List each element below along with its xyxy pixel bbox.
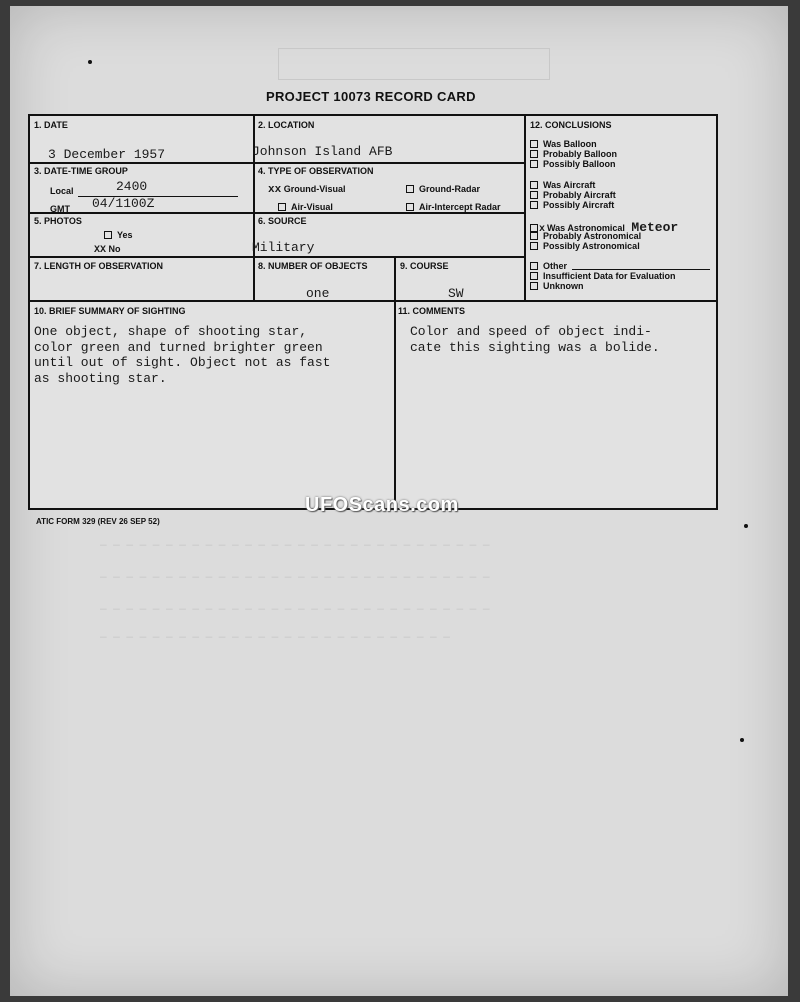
conclusion-label: Probably Balloon <box>543 149 618 159</box>
card-title: PROJECT 10073 RECORD CARD <box>266 89 476 104</box>
number-of-objects-value: one <box>306 286 330 301</box>
checkbox-icon <box>530 242 538 250</box>
grid-line <box>30 256 524 258</box>
checkbox-icon <box>406 185 414 193</box>
conclusion-label: Was Astronomical <box>547 223 625 233</box>
local-label: Local <box>50 186 74 196</box>
datetime-group-label: 3. DATE-TIME GROUP <box>34 166 128 176</box>
form-number: ATIC FORM 329 (REV 26 SEP 52) <box>36 517 160 526</box>
photos-yes-label: Yes <box>117 230 133 240</box>
grid-line <box>30 300 716 302</box>
astronomical-note: Meteor <box>631 220 679 235</box>
observation-type-label: 4. TYPE OF OBSERVATION <box>258 166 374 176</box>
photos-no <box>94 244 121 256</box>
scan-speck <box>744 524 748 528</box>
bleed-through-line: — — — — — — — — — — — — — — — — — — — — — — — — — — — — — — <box>100 604 490 616</box>
checkbox-icon <box>530 272 538 280</box>
bleed-through-line: — — — — — — — — — — — — — — — — — — — — — — — — — — — — — — <box>100 572 490 584</box>
observation-option-air-intercept-radar <box>406 202 501 212</box>
checkbox-icon <box>530 181 538 189</box>
date-label: 1. DATE <box>34 120 68 130</box>
conclusion-label: Unknown <box>543 281 584 291</box>
photos-label: 5. PHOTOS <box>34 216 82 226</box>
photos-no-label: No <box>108 244 121 254</box>
conclusion-label: Insufficient Data for Evaluation <box>543 271 676 281</box>
conclusion-was-balloon <box>530 139 597 149</box>
grid-line <box>524 116 526 300</box>
summary-text: One object, shape of shooting star, color green and turned brighter green until out of sight. Object not as fast as shooting star. <box>34 324 331 386</box>
grid-line <box>30 162 524 164</box>
conclusion-label: Probably Aircraft <box>543 190 616 200</box>
date-value: 3 December 1957 <box>48 147 166 162</box>
conclusion-probably-balloon <box>530 149 617 159</box>
checkbox-icon <box>278 203 286 211</box>
location-value: Johnson Island AFB <box>252 144 393 159</box>
summary-label: 10. BRIEF SUMMARY OF SIGHTING <box>34 306 186 316</box>
checkbox-icon <box>406 203 414 211</box>
air-intercept-radar-label: Air-Intercept Radar <box>419 202 501 212</box>
bleed-through-line: — — — — — — — — — — — — — — — — — — — — — — — — — — — <box>100 632 450 644</box>
observation-option-ground-radar <box>406 184 480 194</box>
conclusion-label: Other <box>543 261 568 271</box>
location-label: 2. LOCATION <box>258 120 315 130</box>
grid-line <box>253 256 255 300</box>
scan-speck <box>740 738 744 742</box>
checkbox-icon <box>530 160 538 168</box>
conclusion-label: Was Balloon <box>543 139 597 149</box>
observation-option-air-visual <box>278 202 333 212</box>
ground-visual-label: Ground-Visual <box>283 184 346 194</box>
conclusion-possibly-astronomical <box>530 241 640 251</box>
bleed-through-line: — — — — — — — — — — — — — — — — — — — — — — — — — — — — — — <box>100 540 490 552</box>
course-label: 9. COURSE <box>400 261 449 271</box>
gmt-label: GMT <box>50 204 70 214</box>
gmt-underline <box>76 213 240 214</box>
photos-yes <box>104 230 133 240</box>
conclusion-label: Possibly Aircraft <box>543 200 615 210</box>
conclusion-insufficient-data <box>530 271 676 281</box>
checkbox-icon <box>530 150 538 158</box>
number-of-objects-label: 8. NUMBER OF OBJECTS <box>258 261 368 271</box>
checkbox-icon <box>530 191 538 199</box>
comments-text: Color and speed of object indi- cate this sighting was a bolide. <box>410 324 660 355</box>
local-value: 2400 <box>116 179 148 194</box>
conclusion-label: Possibly Balloon <box>543 159 616 169</box>
ground-visual-mark: xx <box>268 184 282 196</box>
checkbox-icon <box>530 282 538 290</box>
checkbox-icon <box>530 140 538 148</box>
checkbox-icon <box>104 231 112 239</box>
record-card-grid <box>28 114 718 510</box>
ground-radar-label: Ground-Radar <box>419 184 481 194</box>
photos-no-mark: XX <box>94 245 107 256</box>
conclusion-was-aircraft <box>530 180 595 190</box>
checkbox-icon <box>530 262 538 270</box>
astronomical-mark: x <box>539 224 546 235</box>
length-label: 7. LENGTH OF OBSERVATION <box>34 261 164 271</box>
conclusions-label: 12. CONCLUSIONS <box>530 120 612 130</box>
other-underline <box>572 269 710 270</box>
checkbox-icon <box>530 201 538 209</box>
conclusion-label: Possibly Astronomical <box>543 241 640 251</box>
conclusion-possibly-aircraft <box>530 200 614 210</box>
source-value: Military <box>252 240 315 255</box>
conclusion-probably-astronomical <box>530 231 641 241</box>
bleed-through-stamp <box>278 48 550 80</box>
source-label: 6. SOURCE <box>258 216 307 226</box>
grid-line <box>394 256 396 508</box>
conclusion-label: Probably Astronomical <box>543 231 642 241</box>
course-value: SW <box>448 286 464 301</box>
conclusion-possibly-balloon <box>530 159 616 169</box>
conclusion-label: Was Aircraft <box>543 180 596 190</box>
gmt-value: 04/1100Z <box>92 196 155 211</box>
observation-option-ground-visual <box>268 184 346 196</box>
scan-speck <box>88 60 92 64</box>
conclusion-other <box>530 261 567 271</box>
comments-label: 11. COMMENTS <box>398 306 466 316</box>
conclusion-probably-aircraft <box>530 190 616 200</box>
conclusion-unknown <box>530 281 584 291</box>
air-visual-label: Air-Visual <box>291 202 333 212</box>
watermark: UFOScans.com <box>305 494 459 516</box>
checkbox-icon <box>530 232 538 240</box>
